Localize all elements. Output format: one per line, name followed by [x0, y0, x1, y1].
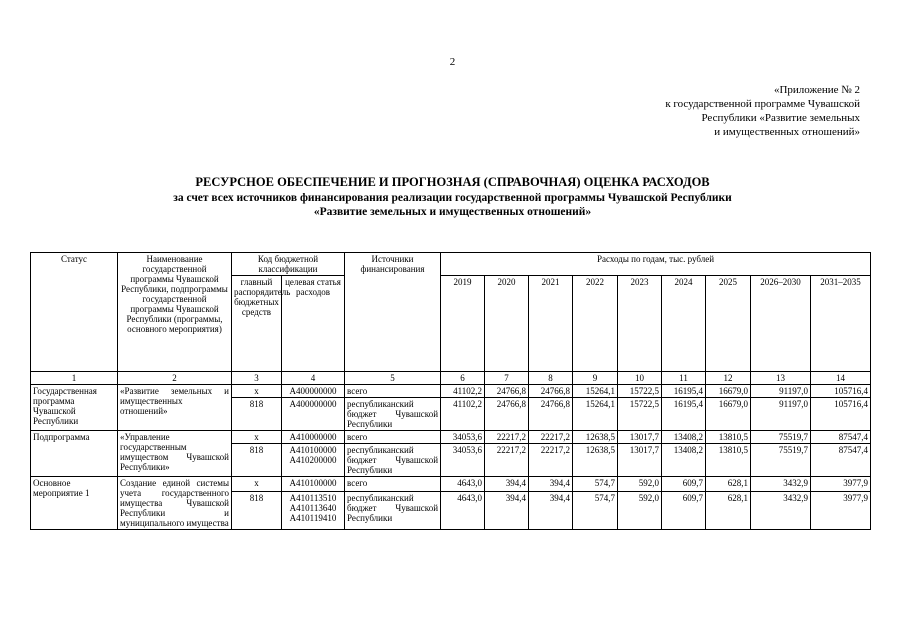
subtitle-line: за счет всех источников финансирования реализации государственной программы Чувашской Республики	[173, 192, 732, 204]
cell-value: 15722,5	[618, 398, 662, 431]
row-status: Основное мероприятие 1	[31, 477, 118, 530]
cell-value: 3432,9	[751, 477, 811, 492]
cell-value: 592,0	[618, 491, 662, 529]
header-expenses: Расходы по годам, тыс. рублей	[441, 253, 871, 276]
cell-value: 34053,6	[441, 431, 485, 444]
cell-value: 16679,0	[706, 385, 751, 398]
cell-source: республиканский бюджет Чувашской Республики	[345, 444, 441, 477]
cell-main-manager: 818	[232, 491, 282, 529]
cell-value: 3977,9	[811, 491, 871, 529]
target-item-code: А410113510	[289, 492, 337, 503]
header-year: 2020	[485, 276, 529, 372]
cell-value: 22217,2	[485, 444, 529, 477]
cell-value: 24766,8	[529, 398, 573, 431]
cell-value: 574,7	[573, 477, 618, 492]
cell-value: 75519,7	[751, 431, 811, 444]
header-year: 2025	[706, 276, 751, 372]
cell-source: всего	[345, 385, 441, 398]
document-title: РЕСУРСНОЕ ОБЕСПЕЧЕНИЕ И ПРОГНОЗНАЯ (СПРАВОЧНАЯ) ОЦЕНКА РАСХОДОВ	[195, 175, 710, 189]
row-status: Подпрограмма	[31, 431, 118, 477]
column-number: 4	[282, 372, 345, 385]
cell-value: 15264,1	[573, 385, 618, 398]
cell-value: 3432,9	[751, 491, 811, 529]
target-item-code: А410119410	[289, 512, 337, 523]
column-number: 3	[232, 372, 282, 385]
cell-main-manager: x	[232, 431, 282, 444]
column-number: 11	[662, 372, 706, 385]
page-number: 2	[449, 56, 456, 68]
column-number: 13	[751, 372, 811, 385]
target-item-code: А410100000	[289, 445, 337, 455]
header-name: Наименование государственной программы Чувашской Республики, подпрограммы государственной программы Чувашской Республики (программы, основного мероприятия)	[118, 253, 232, 372]
cell-value: 592,0	[618, 477, 662, 492]
cell-value: 15722,5	[618, 385, 662, 398]
cell-value: 3977,9	[811, 477, 871, 492]
annex-line: и имущественных отношений»	[714, 126, 860, 138]
cell-value: 609,7	[662, 491, 706, 529]
cell-source: всего	[345, 477, 441, 492]
cell-value: 22217,2	[529, 444, 573, 477]
column-number: 7	[485, 372, 529, 385]
annex-line: «Приложение № 2	[773, 84, 860, 96]
cell-value: 24766,8	[485, 385, 529, 398]
annex-line: Республики «Развитие земельных	[701, 112, 860, 124]
document-subtitle	[0, 191, 905, 219]
cell-value: 394,4	[529, 477, 573, 492]
cell-source: республиканский бюджет Чувашской Республики	[345, 398, 441, 431]
resource-table	[30, 252, 871, 530]
cell-value: 12638,5	[573, 444, 618, 477]
cell-target-item: А410000000	[282, 431, 345, 444]
cell-value: 87547,4	[811, 444, 871, 477]
column-number: 2	[118, 372, 232, 385]
cell-value: 4643,0	[441, 491, 485, 529]
header-year: 2019	[441, 276, 485, 372]
target-item-code: А410113640	[289, 502, 337, 513]
table-row	[31, 385, 871, 398]
cell-value: 41102,2	[441, 385, 485, 398]
cell-value: 41102,2	[441, 398, 485, 431]
header-status: Статус	[31, 253, 118, 372]
cell-source: всего	[345, 431, 441, 444]
cell-value: 13810,5	[706, 431, 751, 444]
column-number: 6	[441, 372, 485, 385]
header-year: 2031–2035	[811, 276, 871, 372]
cell-main-manager: x	[232, 477, 282, 492]
cell-value: 105716,4	[811, 385, 871, 398]
cell-value: 22217,2	[529, 431, 573, 444]
cell-target-item: А410100000	[282, 477, 345, 492]
header-year: 2023	[618, 276, 662, 372]
annex-note	[560, 83, 860, 139]
cell-value: 16195,4	[662, 385, 706, 398]
cell-value: 87547,4	[811, 431, 871, 444]
column-number: 8	[529, 372, 573, 385]
header-year: 2026–2030	[751, 276, 811, 372]
table-row	[31, 431, 871, 444]
cell-value: 75519,7	[751, 444, 811, 477]
cell-value: 91197,0	[751, 398, 811, 431]
header-year: 2022	[573, 276, 618, 372]
cell-main-manager: 818	[232, 444, 282, 477]
table-row	[31, 477, 871, 492]
header-sources: Источники финансирования	[345, 253, 441, 372]
cell-value: 394,4	[485, 477, 529, 492]
cell-value: 12638,5	[573, 431, 618, 444]
header-target-item: целевая статья расходов	[282, 276, 345, 372]
cell-value: 13017,7	[618, 444, 662, 477]
subtitle-line: «Развитие земельных и имущественных отношений»	[313, 206, 592, 218]
cell-target-item: А400000000	[282, 398, 345, 431]
cell-value: 574,7	[573, 491, 618, 529]
target-item-code: А410200000	[289, 455, 337, 465]
header-year: 2021	[529, 276, 573, 372]
cell-value: 34053,6	[441, 444, 485, 477]
row-status: Государственная программа Чувашской Республики	[31, 385, 118, 431]
cell-main-manager: x	[232, 385, 282, 398]
cell-value: 4643,0	[441, 477, 485, 492]
cell-source: республиканский бюджет Чувашской Республики	[345, 491, 441, 529]
column-number: 12	[706, 372, 751, 385]
cell-value: 22217,2	[485, 431, 529, 444]
cell-main-manager: 818	[232, 398, 282, 431]
row-name: «Управление государственным имуществом Чувашской Республики»	[118, 431, 232, 477]
cell-value: 13408,2	[662, 431, 706, 444]
cell-target-item	[282, 491, 345, 529]
cell-value: 609,7	[662, 477, 706, 492]
row-name: «Развитие земельных и имущественных отношений»	[118, 385, 232, 431]
header-year: 2024	[662, 276, 706, 372]
cell-value: 105716,4	[811, 398, 871, 431]
cell-value: 13810,5	[706, 444, 751, 477]
row-name: Создание единой системы учета государственного имущества Чувашской Республики и муниципального имущества	[118, 477, 232, 530]
cell-value: 15264,1	[573, 398, 618, 431]
cell-value: 13408,2	[662, 444, 706, 477]
column-number: 5	[345, 372, 441, 385]
column-number: 10	[618, 372, 662, 385]
cell-value: 24766,8	[485, 398, 529, 431]
cell-value: 24766,8	[529, 385, 573, 398]
cell-target-item: А400000000	[282, 385, 345, 398]
column-number: 1	[31, 372, 118, 385]
column-number: 9	[573, 372, 618, 385]
cell-value: 394,4	[529, 491, 573, 529]
cell-value: 628,1	[706, 491, 751, 529]
annex-line: к государственной программе Чувашской	[665, 98, 860, 110]
header-code: Код бюджетной классификации	[232, 253, 345, 276]
cell-value: 628,1	[706, 477, 751, 492]
cell-value: 394,4	[485, 491, 529, 529]
header-main-manager: главный распорядитель бюджетных средств	[232, 276, 282, 372]
cell-value: 16195,4	[662, 398, 706, 431]
cell-value: 91197,0	[751, 385, 811, 398]
column-number: 14	[811, 372, 871, 385]
cell-target-item	[282, 444, 345, 477]
cell-value: 16679,0	[706, 398, 751, 431]
cell-value: 13017,7	[618, 431, 662, 444]
